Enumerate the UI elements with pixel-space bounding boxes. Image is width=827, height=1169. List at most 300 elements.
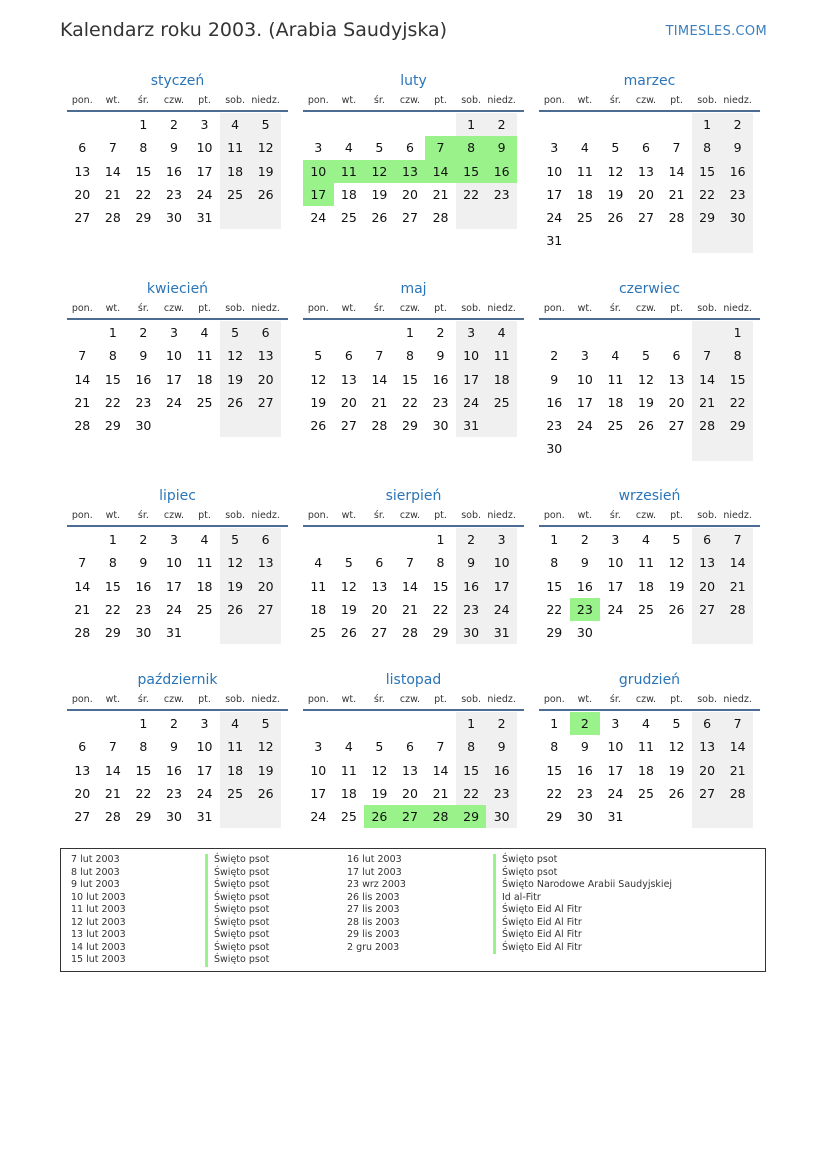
empty-cell: [67, 113, 98, 136]
day-cell: 7: [692, 344, 723, 367]
day-cell: 8: [139, 140, 148, 156]
weekday-label: pt.: [434, 303, 447, 314]
day-cell: 25: [607, 418, 624, 434]
day-cell: 30: [722, 206, 753, 229]
day-cell: 14: [432, 762, 449, 778]
day-cell: 29: [692, 206, 723, 229]
day-cell: 26: [668, 785, 685, 801]
day-cell: 16: [722, 160, 753, 183]
weekday-label: pon.: [307, 303, 329, 314]
holiday-day-cell: 17: [303, 183, 334, 206]
day-cell: 3: [169, 325, 178, 340]
legend-date: 15 lut 2003: [71, 954, 126, 965]
empty-cell: [570, 113, 601, 136]
day-cell: 17: [486, 575, 517, 598]
legend-holiday-name: Święto Eid Al Fitr: [493, 904, 672, 917]
legend-holiday-name: Święto Eid Al Fitr: [493, 942, 672, 955]
day-cell: 16: [456, 575, 487, 598]
day-cell: 4: [200, 325, 209, 340]
day-cell: 24: [546, 210, 563, 226]
day-cell: 1: [436, 532, 445, 547]
day-cell: 29: [135, 809, 152, 825]
day-cell: 25: [340, 809, 357, 825]
empty-cell: [631, 805, 662, 828]
legend-date: 23 wrz 2003: [347, 879, 406, 890]
weekday-label: wt.: [105, 95, 121, 106]
day-cell: 3: [314, 739, 323, 755]
day-cell: 24: [486, 598, 517, 621]
day-cell: 19: [607, 186, 624, 202]
day-cell: 26: [220, 598, 251, 621]
day-cell: 1: [692, 113, 723, 136]
day-cell: 30: [576, 809, 593, 825]
day-cell: 8: [722, 344, 753, 367]
empty-cell: [661, 229, 692, 252]
day-cell: 31: [196, 809, 213, 825]
empty-cell: [570, 229, 601, 252]
day-cell: 2: [486, 712, 517, 735]
empty-cell: [395, 528, 426, 551]
day-cell: 26: [371, 210, 388, 226]
weekday-header: [539, 94, 760, 112]
weekday-header: [303, 693, 524, 711]
day-cell: 10: [166, 348, 182, 364]
day-cell: 21: [432, 785, 449, 801]
month-name: październik: [137, 672, 218, 688]
holiday-day-cell: 29: [456, 805, 487, 828]
holiday-day-cell: 23: [570, 598, 601, 621]
day-cell: 10: [607, 555, 624, 571]
day-cell: 10: [486, 551, 517, 574]
day-cell: 4: [611, 348, 620, 364]
weekday-label: niedz.: [487, 303, 516, 314]
day-cell: 12: [310, 371, 327, 387]
empty-cell: [425, 712, 456, 735]
day-cell: 15: [546, 762, 563, 778]
day-cell: 16: [576, 578, 593, 594]
weekday-label: śr.: [373, 510, 385, 521]
empty-cell: [250, 805, 281, 828]
day-cell: 2: [486, 113, 517, 136]
weekday-label: sob.: [461, 95, 481, 106]
day-cell: 18: [486, 368, 517, 391]
day-cell: 11: [486, 344, 517, 367]
weekday-label: niedz.: [487, 694, 516, 705]
day-cell: 7: [722, 712, 753, 735]
day-cell: 21: [104, 186, 121, 202]
empty-cell: [631, 229, 662, 252]
day-cell: 13: [638, 163, 654, 179]
weekday-label: czw.: [163, 694, 185, 705]
empty-cell: [570, 437, 601, 460]
day-cell: 19: [371, 785, 388, 801]
day-cell: 20: [402, 785, 418, 801]
holiday-day-cell: 10: [303, 160, 334, 183]
day-cell: 11: [638, 739, 654, 755]
weekday-label: niedz.: [487, 510, 516, 521]
day-cell: 16: [546, 394, 563, 410]
day-cell: 14: [371, 371, 388, 387]
weekday-label: wt.: [577, 303, 593, 314]
holiday-legend: [60, 848, 766, 972]
weekday-header: [539, 509, 760, 527]
weekday-label: czw.: [635, 303, 657, 314]
empty-cell: [98, 113, 129, 136]
day-cell: 19: [668, 762, 685, 778]
day-cell: 1: [550, 532, 559, 547]
day-cell: 2: [550, 348, 559, 364]
day-cell: 15: [135, 762, 152, 778]
day-cell: 21: [722, 575, 753, 598]
day-cell: 7: [722, 528, 753, 551]
day-cell: 10: [456, 344, 487, 367]
weekday-label: czw.: [635, 694, 657, 705]
day-cell: 28: [74, 418, 91, 434]
day-cell: 25: [638, 601, 654, 617]
weekday-label: niedz.: [723, 510, 752, 521]
day-cell: 11: [196, 555, 213, 571]
day-cell: 23: [546, 418, 563, 434]
day-cell: 9: [486, 735, 517, 758]
weekday-label: pt.: [670, 303, 683, 314]
day-cell: 13: [371, 578, 388, 594]
day-cell: 10: [310, 762, 327, 778]
day-cell: 9: [580, 555, 589, 571]
day-cell: 18: [576, 186, 593, 202]
day-cell: 15: [692, 160, 723, 183]
legend-holiday-name: Święto Eid Al Fitr: [493, 917, 672, 930]
day-cell: 25: [638, 785, 654, 801]
day-cell: 24: [310, 809, 327, 825]
day-cell: 16: [166, 762, 182, 778]
month-12: [539, 669, 760, 828]
day-cell: 25: [196, 601, 213, 617]
empty-cell: [692, 321, 723, 344]
legend-date: 7 lut 2003: [71, 854, 120, 865]
day-cell: 17: [576, 394, 593, 410]
day-cell: 24: [576, 418, 593, 434]
day-cell: 20: [692, 575, 723, 598]
day-cell: 24: [456, 391, 487, 414]
empty-cell: [425, 113, 456, 136]
weekday-header: [539, 302, 760, 320]
weekday-label: wt.: [341, 303, 357, 314]
day-cell: 17: [166, 578, 182, 594]
day-cell: 15: [456, 759, 487, 782]
month-4: [67, 278, 288, 437]
empty-cell: [631, 437, 662, 460]
month-name: styczeń: [150, 73, 205, 89]
month-1: [67, 70, 288, 229]
day-cell: 29: [402, 418, 418, 434]
day-cell: 15: [402, 371, 418, 387]
day-cell: 28: [432, 210, 449, 226]
day-cell: 21: [402, 601, 418, 617]
day-cell: 1: [139, 716, 148, 731]
holiday-day-cell: 12: [364, 160, 395, 183]
day-cell: 22: [135, 785, 152, 801]
brand-logo[interactable]: TIMESLES.COM: [665, 24, 767, 39]
day-cell: 14: [668, 163, 685, 179]
day-cell: 31: [607, 809, 624, 825]
legend-holiday-name: Święto psot: [205, 954, 269, 967]
day-cell: 28: [692, 414, 723, 437]
empty-cell: [364, 321, 395, 344]
month-name: lipiec: [159, 488, 196, 504]
day-cell: 17: [607, 762, 624, 778]
weekday-label: niedz.: [723, 303, 752, 314]
day-cell: 20: [74, 785, 91, 801]
weekday-label: czw.: [399, 694, 421, 705]
holiday-day-cell: 8: [456, 136, 487, 159]
weekday-label: niedz.: [487, 95, 516, 106]
weekday-header: [67, 302, 288, 320]
day-cell: 3: [456, 321, 487, 344]
day-cell: 16: [432, 371, 449, 387]
weekday-label: śr.: [137, 303, 149, 314]
weekday-header: [303, 94, 524, 112]
day-cell: 23: [135, 394, 152, 410]
weekday-label: czw.: [635, 95, 657, 106]
day-cell: 20: [250, 575, 281, 598]
weekday-label: pon.: [543, 95, 565, 106]
day-cell: 11: [196, 348, 213, 364]
weekday-label: wt.: [105, 303, 121, 314]
day-cell: 19: [371, 186, 388, 202]
day-cell: 28: [402, 625, 418, 641]
day-grid: [67, 321, 288, 437]
legend-date: 14 lut 2003: [71, 941, 126, 953]
day-cell: 21: [692, 391, 723, 414]
day-cell: 1: [722, 321, 753, 344]
weekday-label: pt.: [670, 510, 683, 521]
legend-dates-col1: [71, 854, 126, 967]
month-name: grudzień: [618, 672, 681, 688]
day-cell: 8: [456, 735, 487, 758]
day-cell: 21: [668, 186, 685, 202]
day-cell: 25: [220, 782, 251, 805]
day-cell: 24: [607, 785, 624, 801]
day-cell: 18: [310, 601, 327, 617]
weekday-label: śr.: [609, 694, 621, 705]
weekday-header: [67, 509, 288, 527]
day-cell: 19: [250, 759, 281, 782]
weekday-label: pon.: [543, 510, 565, 521]
day-cell: 27: [668, 418, 685, 434]
day-cell: 19: [250, 160, 281, 183]
day-cell: 10: [576, 371, 593, 387]
month-6: [539, 278, 760, 461]
weekday-label: pon.: [307, 510, 329, 521]
day-cell: 15: [432, 578, 449, 594]
day-cell: 12: [220, 344, 251, 367]
day-cell: 29: [546, 809, 563, 825]
day-cell: 11: [576, 163, 593, 179]
day-cell: 31: [546, 233, 563, 249]
day-cell: 5: [314, 348, 323, 364]
weekday-label: pt.: [198, 95, 211, 106]
day-cell: 3: [580, 348, 589, 364]
weekday-label: czw.: [163, 303, 185, 314]
day-cell: 22: [546, 785, 563, 801]
day-cell: 3: [200, 117, 209, 132]
day-cell: 28: [668, 210, 685, 226]
weekday-label: pon.: [71, 95, 93, 106]
day-cell: 30: [135, 418, 152, 434]
day-cell: 11: [638, 555, 654, 571]
day-cell: 7: [78, 348, 87, 364]
day-grid: [67, 712, 288, 828]
day-cell: 20: [638, 186, 654, 202]
day-cell: 27: [74, 809, 91, 825]
weekday-label: śr.: [609, 303, 621, 314]
day-cell: 28: [104, 809, 121, 825]
day-cell: 27: [250, 598, 281, 621]
day-cell: 13: [340, 371, 357, 387]
legend-holiday-name: Święto psot: [205, 892, 269, 905]
day-cell: 8: [550, 555, 559, 571]
day-cell: 21: [74, 601, 91, 617]
empty-cell: [67, 712, 98, 735]
month-11: [303, 669, 524, 828]
legend-date: 11 lut 2003: [71, 904, 126, 915]
holiday-day-cell: 11: [334, 160, 365, 183]
weekday-header: [303, 509, 524, 527]
day-cell: 5: [220, 321, 251, 344]
month-9: [539, 485, 760, 644]
day-cell: 22: [135, 186, 152, 202]
empty-cell: [661, 805, 692, 828]
day-cell: 6: [672, 348, 681, 364]
empty-cell: [600, 321, 631, 344]
day-cell: 27: [371, 625, 388, 641]
day-cell: 29: [104, 625, 121, 641]
empty-cell: [722, 621, 753, 644]
legend-date: 9 lut 2003: [71, 879, 120, 890]
holiday-day-cell: 28: [425, 805, 456, 828]
day-cell: 22: [104, 394, 121, 410]
weekday-label: pt.: [434, 694, 447, 705]
day-cell: 20: [668, 394, 685, 410]
weekday-label: sob.: [697, 95, 717, 106]
day-cell: 9: [722, 136, 753, 159]
day-cell: 15: [104, 371, 121, 387]
day-cell: 7: [108, 739, 117, 755]
day-cell: 27: [638, 210, 654, 226]
day-cell: 13: [668, 371, 685, 387]
empty-cell: [661, 621, 692, 644]
day-cell: 2: [436, 325, 445, 340]
legend-names-col1: [205, 854, 269, 967]
empty-cell: [631, 321, 662, 344]
day-cell: 23: [486, 183, 517, 206]
day-cell: 9: [139, 348, 148, 364]
day-cell: 29: [432, 625, 449, 641]
weekday-label: pt.: [198, 694, 211, 705]
legend-date: 26 lis 2003: [347, 891, 400, 903]
empty-cell: [364, 528, 395, 551]
day-cell: 18: [638, 578, 654, 594]
day-cell: 12: [250, 735, 281, 758]
legend-date: 29 lis 2003: [347, 929, 400, 940]
weekday-label: śr.: [609, 510, 621, 521]
holiday-day-cell: 27: [395, 805, 426, 828]
empty-cell: [303, 712, 334, 735]
day-cell: 6: [250, 528, 281, 551]
empty-cell: [303, 113, 334, 136]
day-cell: 3: [169, 532, 178, 547]
day-cell: 13: [250, 344, 281, 367]
month-10: [67, 669, 288, 828]
day-cell: 31: [456, 414, 487, 437]
empty-cell: [189, 414, 220, 437]
weekday-label: wt.: [105, 694, 121, 705]
day-cell: 6: [344, 348, 353, 364]
weekday-label: śr.: [137, 510, 149, 521]
day-cell: 6: [692, 528, 723, 551]
day-cell: 24: [607, 601, 624, 617]
day-cell: 24: [166, 601, 182, 617]
day-cell: 10: [166, 555, 182, 571]
legend-holiday-name: Święto psot: [205, 942, 269, 955]
day-grid: [303, 528, 524, 644]
weekday-label: sob.: [461, 510, 481, 521]
day-cell: 14: [722, 735, 753, 758]
day-cell: 5: [611, 140, 620, 156]
day-cell: 17: [166, 371, 182, 387]
day-cell: 12: [607, 163, 624, 179]
day-cell: 24: [166, 394, 182, 410]
weekday-label: niedz.: [723, 95, 752, 106]
legend-holiday-name: Święto psot: [205, 879, 269, 892]
day-cell: 11: [220, 735, 251, 758]
empty-cell: [395, 113, 426, 136]
day-cell: 14: [104, 163, 121, 179]
day-cell: 22: [456, 782, 487, 805]
day-cell: 14: [74, 578, 91, 594]
day-cell: 1: [456, 712, 487, 735]
weekday-label: wt.: [341, 95, 357, 106]
legend-holiday-name: Święto psot: [205, 854, 269, 867]
day-cell: 12: [220, 551, 251, 574]
day-cell: 23: [486, 782, 517, 805]
legend-holiday-name: Święto Eid Al Fitr: [493, 929, 672, 942]
empty-cell: [631, 113, 662, 136]
day-grid: [539, 113, 760, 253]
month-name: listopad: [385, 672, 442, 688]
empty-cell: [631, 621, 662, 644]
empty-cell: [722, 437, 753, 460]
month-8: [303, 485, 524, 644]
day-cell: 15: [104, 578, 121, 594]
day-cell: 30: [486, 805, 517, 828]
day-cell: 23: [722, 183, 753, 206]
weekday-label: czw.: [399, 510, 421, 521]
empty-cell: [250, 206, 281, 229]
holiday-day-cell: 2: [570, 712, 601, 735]
day-cell: 7: [108, 140, 117, 156]
day-cell: 22: [546, 601, 563, 617]
day-cell: 13: [692, 735, 723, 758]
day-cell: 20: [692, 759, 723, 782]
empty-cell: [159, 414, 190, 437]
holiday-day-cell: 13: [395, 160, 426, 183]
day-cell: 26: [638, 418, 654, 434]
day-grid: [539, 712, 760, 828]
empty-cell: [661, 113, 692, 136]
weekday-label: pt.: [434, 95, 447, 106]
empty-cell: [250, 621, 281, 644]
